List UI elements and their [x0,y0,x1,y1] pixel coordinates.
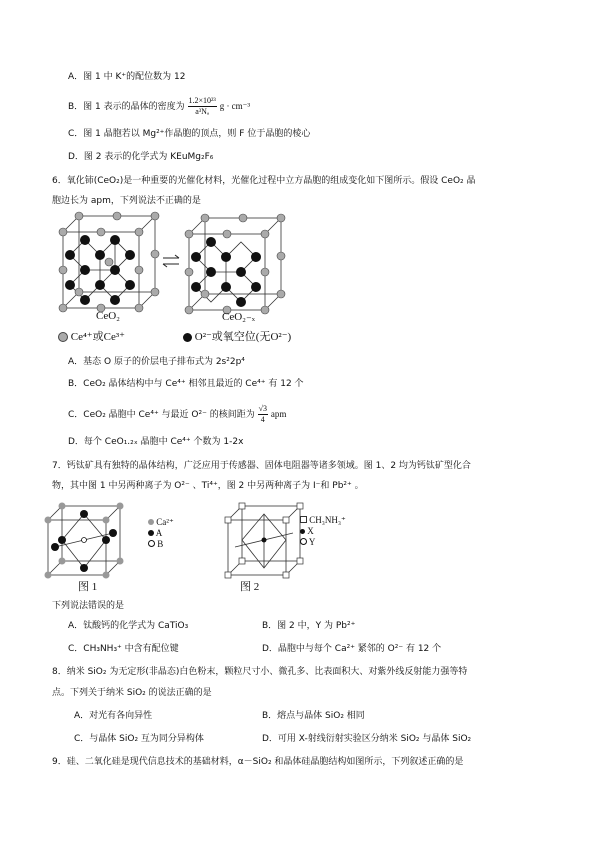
equilibrium-arrow-icon [163,255,179,267]
q7-stem-line1: 7．钙钛矿具有独特的晶体结构，广泛应用于传感器、固体电阻器等诸多领域。图 1、2 均为钙钛矿型化合 [52,461,471,471]
q6-crystal-figure [55,210,315,345]
q6-option-d: D．每个 CeO₁.₂ₓ 晶胞中 Ce⁴⁺ 个数为 1-2x [68,437,244,447]
legend-item: CH₃NH₃⁺ [309,515,346,525]
fraction-denominator: 4 [260,415,265,424]
q6-distance-fraction [258,404,268,425]
gray-dot-icon [148,519,154,525]
gray-sphere-icon [58,332,68,342]
q7-fig2-caption: 图 2 [240,581,260,593]
q7-option-a: A．钛酸钙的化学式为 CaTiO₃ [68,621,189,631]
q6-figure-label-ceo2: CeO₂ [96,310,120,322]
q5-option-c: C．图 1 晶胞若以 Mg²⁺作晶胞的顶点，则 F 位于晶胞的棱心 [68,129,311,139]
q8-option-b: B．熔点与晶体 SiO₂ 相同 [262,711,365,721]
q6-legend-cation [58,328,125,344]
q8-stem-line1: 8．纳米 SiO₂ 为无定形(非晶态)白色粉末，颗粒尺寸小、微孔多、比表面积大、对紫外线反射能力强等特 [52,667,468,677]
q7-option-c: C．CH₃NH₃⁺ 中含有配位键 [68,644,179,654]
q7-fig1-legend [148,517,174,550]
q8-option-c: C．与晶体 SiO₂ 互为同分异构体 [74,734,204,744]
black-sphere-icon [183,333,192,342]
legend-cation-label: Ce⁴⁺或Ce³⁺ [70,331,125,343]
square-icon [300,516,307,523]
q5-option-a: A．图 1 中 K⁺的配位数为 12 [68,72,186,82]
black-dot-icon [300,529,305,534]
q8-stem-line2: 点。下列关于纳米 SiO₂ 的说法正确的是 [52,688,212,698]
q7-figure-2 [222,500,312,580]
q9-stem: 9．硅、二氧化硅是现代信息技术的基础材料，α－SiO₂ 和晶体硅晶胞结构如图所示，下列叙述正确的是 [52,757,464,767]
q5-option-d: D．图 2 表示的化学式为 KEuMg₂F₆ [68,152,214,162]
q7-option-d: D．晶胞中与每个 Ca²⁺ 紧邻的 O²⁻ 有 12 个 [262,644,442,654]
white-dot-icon [148,540,155,547]
q7-stem-line2: 物，其中图 1 中另两种离子为 O²⁻ 、Ti⁴⁺，图 2 中另两种离子为 I⁻和 Pb²⁺ 。 [52,481,364,491]
q5-option-b [68,96,250,117]
q6-stem-line1: 6．氧化铈(CeO₂)是一种重要的光催化材料，光催化过程中立方晶胞的组成变化如下图所示。假设 CeO₂ 晶 [52,176,476,186]
q7-question: 下列说法错误的是 [52,601,125,611]
q7-option-b: B．图 2 中，Y 为 Pb²⁺ [262,621,356,631]
white-dot-icon [300,538,307,545]
q6-option-b: B．CeO₂ 晶体结构中与 Ce⁴⁺ 相邻且最近的 Ce⁴⁺ 有 12 个 [68,379,304,389]
q6-figure-label-ceo2-x: CeO₂₋ₓ [222,311,255,323]
q6-legend-anion [183,328,291,344]
fraction-numerator: √3 [258,404,267,413]
legend-item: B [157,539,164,549]
q6-option-c-text: C．CeO₂ 晶胞中 Ce⁴⁺ 与最近 O²⁻ 的核间距为 [68,410,255,420]
legend-item: X [307,526,314,536]
q8-option-d: D．可用 X-射线衍射实验区分纳米 SiO₂ 与晶体 SiO₂ [262,734,472,744]
q7-figure-1 [40,500,160,580]
fraction-denominator: a³Nₐ [195,107,210,116]
black-dot-icon [148,530,154,536]
legend-anion-label: O²⁻或氧空位(无O²⁻) [194,331,292,343]
q5-option-b-text: B．图 1 表示的晶体的密度为 [68,102,185,112]
q6-stem-line2: 胞边长为 apm，下列说法不正确的是 [52,196,201,206]
q7-fig1-caption: 图 1 [78,581,98,593]
fraction-numerator: 1.2×10²³ [188,96,216,105]
q5-density-fraction [188,96,217,117]
q6-option-c [68,404,286,425]
q7-fig2-legend [300,515,346,548]
q6-option-a: A．基态 O 原子的价层电子排布式为 2s²2p⁴ [68,357,245,367]
legend-item: Ca²⁺ [156,517,174,527]
q8-option-a: A．对光有各向异性 [74,711,153,721]
legend-item: Y [308,537,316,547]
density-unit: g · cm⁻³ [219,101,251,111]
legend-item: A [155,528,163,538]
distance-unit: apm [270,409,287,419]
